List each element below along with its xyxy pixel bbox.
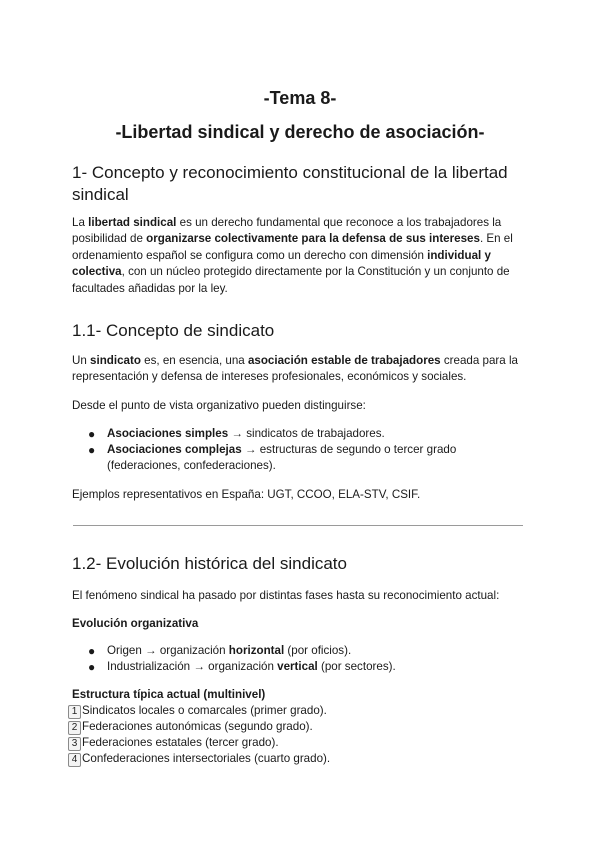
text-run: (por sectores). xyxy=(317,660,396,673)
text-run: , con un núcleo protegido directamente por la Constitución y un conjunto de facultades añadidas por la ley. xyxy=(72,265,510,295)
list-item xyxy=(107,442,527,475)
section-1-heading-line-2: sindical xyxy=(72,185,129,204)
text-run: (por oficios). xyxy=(284,644,352,657)
section-1-heading xyxy=(72,162,542,206)
bullet-icon: ● xyxy=(88,644,96,658)
number-1-icon: 1 xyxy=(68,705,81,719)
text-run: es un derecho fundamental que reconoce a los trabajadores la posibilidad de xyxy=(72,216,502,246)
list-item xyxy=(107,659,527,675)
number-2-icon: 2 xyxy=(68,721,81,735)
bold-run: organizarse colectivamente para la defensa de sus intereses xyxy=(146,232,480,246)
bullet-icon: ● xyxy=(88,660,96,674)
text-run: Origen → organización xyxy=(107,644,229,657)
number-3-icon: 3 xyxy=(68,737,81,751)
structure-heading: Estructura típica actual (multinivel) xyxy=(72,688,266,701)
bullet-icon: ● xyxy=(88,443,96,457)
evolution-intro: El fenómeno sindical ha pasado por distintas fases hasta su reconocimiento actual: xyxy=(72,589,500,602)
number-4-icon: 4 xyxy=(68,753,81,767)
text-run: es, en esencia, una xyxy=(140,354,248,367)
text-run: → estructuras de segundo o tercer grado (federaciones, confederaciones). xyxy=(107,443,457,473)
section-1-heading-line-1: 1- Concepto y reconocimiento constitucional de la libertad xyxy=(72,163,508,182)
section-1-paragraph xyxy=(72,215,530,297)
text-run: . En el ordenamiento español se configura como un derecho con dimensión xyxy=(72,232,513,262)
bold-run: individual y colectiva xyxy=(72,248,491,279)
section-1-2-heading: 1.2- Evolución histórica del sindicato xyxy=(72,554,347,573)
organizational-evolution-heading: Evolución organizativa xyxy=(72,617,199,630)
bold-run: Asociaciones simples xyxy=(107,427,229,440)
list-item xyxy=(107,643,527,659)
text-run: creada para la representación y defensa de intereses profesionales, económicos y sociales. xyxy=(72,354,518,384)
bold-run: Asociaciones complejas xyxy=(107,443,242,456)
text-run: Industrialización → organización xyxy=(107,660,278,673)
section-1-1-heading: 1.1- Concepto de sindicato xyxy=(72,321,275,340)
bold-run: sindicato xyxy=(90,354,141,367)
text-run: La xyxy=(72,216,89,229)
bold-run: vertical xyxy=(277,660,318,673)
list-item: Sindicatos locales o comarcales (primer grado). xyxy=(82,704,327,717)
horizontal-divider xyxy=(73,525,523,526)
list-item: Federaciones estatales (tercer grado). xyxy=(82,736,279,749)
list-item xyxy=(107,426,527,442)
topic-title: -Tema 8- xyxy=(263,88,337,108)
sindicato-definition xyxy=(72,353,530,386)
organization-intro: Desde el punto de vista organizativo pueden distinguirse: xyxy=(72,399,366,412)
list-item: Federaciones autonómicas (segundo grado). xyxy=(82,720,313,733)
bold-run: horizontal xyxy=(228,644,285,657)
examples-paragraph: Ejemplos representativos en España: UGT, CCOO, ELA-STV, CSIF. xyxy=(72,488,421,501)
document-title: -Libertad sindical y derecho de asociación- xyxy=(115,122,485,142)
bold-run: libertad sindical xyxy=(88,216,177,229)
text-run: → sindicatos de trabajadores. xyxy=(228,427,385,440)
bold-run: asociación estable de trabajadores xyxy=(247,354,441,367)
bullet-icon: ● xyxy=(88,427,96,441)
text-run: Un xyxy=(72,354,91,367)
list-item: Confederaciones intersectoriales (cuarto grado). xyxy=(82,752,331,765)
